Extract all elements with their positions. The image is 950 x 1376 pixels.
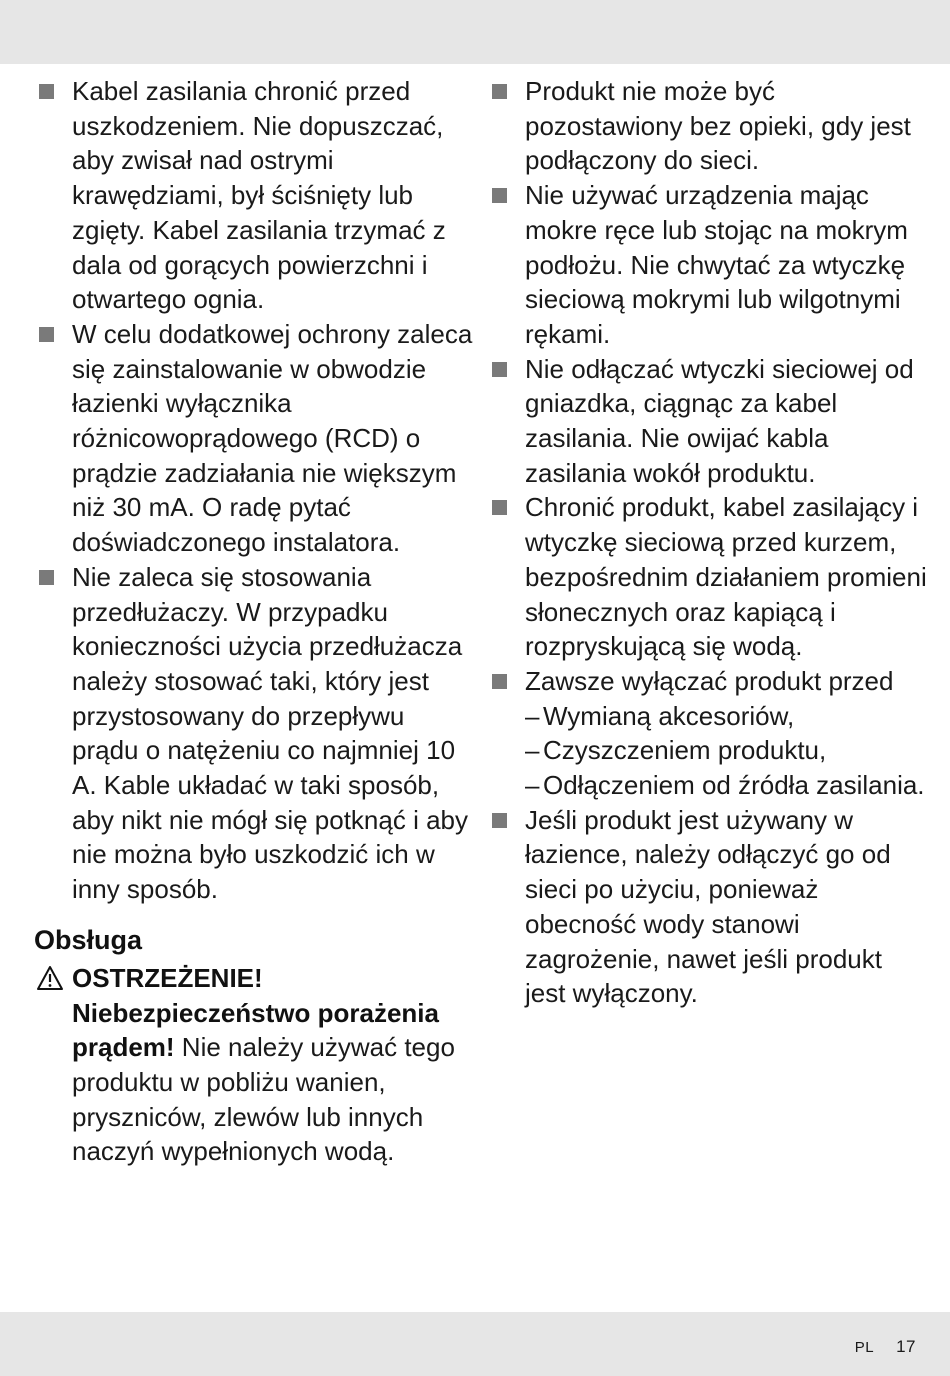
warning-block (34, 961, 474, 1169)
square-bullet-icon (492, 84, 507, 99)
square-bullet-icon (492, 188, 507, 203)
header-band (0, 0, 950, 64)
left-column (34, 74, 474, 1169)
square-bullet-icon (492, 813, 507, 828)
warning-title: Niebezpieczeństwo porażenia prądem! (72, 997, 439, 1063)
item-text: Produkt nie może być pozostawiony bez opieki, gdy jest podłączony do sieci. (525, 76, 911, 176)
warning-text (72, 961, 474, 1169)
item-text: Nie używać urządzenia mając mokre ręce lub stojąc na mokrym podłożu. Nie chwytać za wtyczkę sieciową mokrymi lub wilgotnymi rękami. (525, 180, 908, 349)
sub-list-item (525, 699, 927, 734)
list-item (34, 317, 474, 560)
footer-band (0, 1312, 950, 1376)
page-number: 17 (896, 1337, 916, 1356)
list-item (487, 490, 927, 664)
language-code: PL (854, 1339, 875, 1356)
dash-icon: – (525, 770, 540, 801)
item-text: W celu dodatkowej ochrony zaleca się zainstalowanie w obwodzie łazienki wyłącznika różnicowoprądowego (RCD) o prądzie zadziałania nie większym niż 30 mA. O radę pytać doświadczonego instalatora. (72, 318, 473, 558)
square-bullet-icon (492, 500, 507, 515)
item-text: Nie zaleca się stosowania przedłużaczy. W przypadku konieczności użycia przedłużacza należy stosować taki, który jest przystosowany do przepływu prądu o natężeniu co najmniej 10 A. Kable układać w taki sposób, aby nikt nie mógł się potknąć i aby nie można było uszkodzić ich w inny sposób. (72, 561, 468, 905)
sub-item-text: Odłączeniem od źródła zasilania. (543, 770, 925, 801)
page-footer (855, 1337, 916, 1357)
warning-triangle-icon (36, 965, 64, 991)
item-text: Nie odłączać wtyczki sieciowej od gniazdka, ciągnąc za kabel zasilania. Nie owijać kabla zasilania wokół produktu. (525, 353, 914, 488)
item-text: Kabel zasilania chronić przed uszkodzeniem. Nie dopuszczać, aby zwisał nad ostrymi krawędziami, był ściśnięty lub zgięty. Kabel zasilania trzymać z dala od gorących powierzchni i otwartego ognia. (72, 76, 446, 315)
item-text: Jeśli produkt jest używany w łazience, należy odłączyć go od sieci po użyciu, ponieważ obecność wody stanowi zagrożenie, nawet jeśli produkt jest wyłączony. (525, 804, 891, 1009)
square-bullet-icon (492, 362, 507, 377)
list-item (487, 178, 927, 352)
warning-body: Nie należy używać tego produktu w pobliżu wanien, pryszniców, zlewów lub innych naczyń wypełnionych wodą. (72, 1032, 455, 1167)
list-item (487, 352, 927, 491)
item-text: Chronić produkt, kabel zasilający i wtyczkę sieciową przed kurzem, bezpośrednim działaniem promieni słonecznych oraz kapiącą i rozpryskującą się wodą. (525, 492, 927, 662)
square-bullet-icon (492, 674, 507, 689)
sub-list-item (525, 768, 927, 803)
list-item (34, 560, 474, 907)
list-item (34, 74, 474, 317)
right-column (487, 74, 927, 1011)
square-bullet-icon (39, 84, 54, 99)
item-text: Zawsze wyłączać produkt przed (525, 665, 894, 696)
list-item (487, 664, 927, 803)
sub-item-text: Czyszczeniem produktu, (543, 735, 827, 766)
dash-icon: – (525, 700, 540, 731)
sub-list (525, 699, 927, 803)
section-heading: Obsługa (34, 924, 143, 955)
warning-label: OSTRZEŻENIE! (72, 962, 263, 993)
sub-list-item (525, 733, 927, 768)
sub-item-text: Wymianą akcesoriów, (543, 700, 795, 731)
dash-icon: – (525, 735, 540, 766)
square-bullet-icon (39, 327, 54, 342)
list-item (487, 803, 927, 1011)
square-bullet-icon (39, 570, 54, 585)
list-item (487, 74, 927, 178)
